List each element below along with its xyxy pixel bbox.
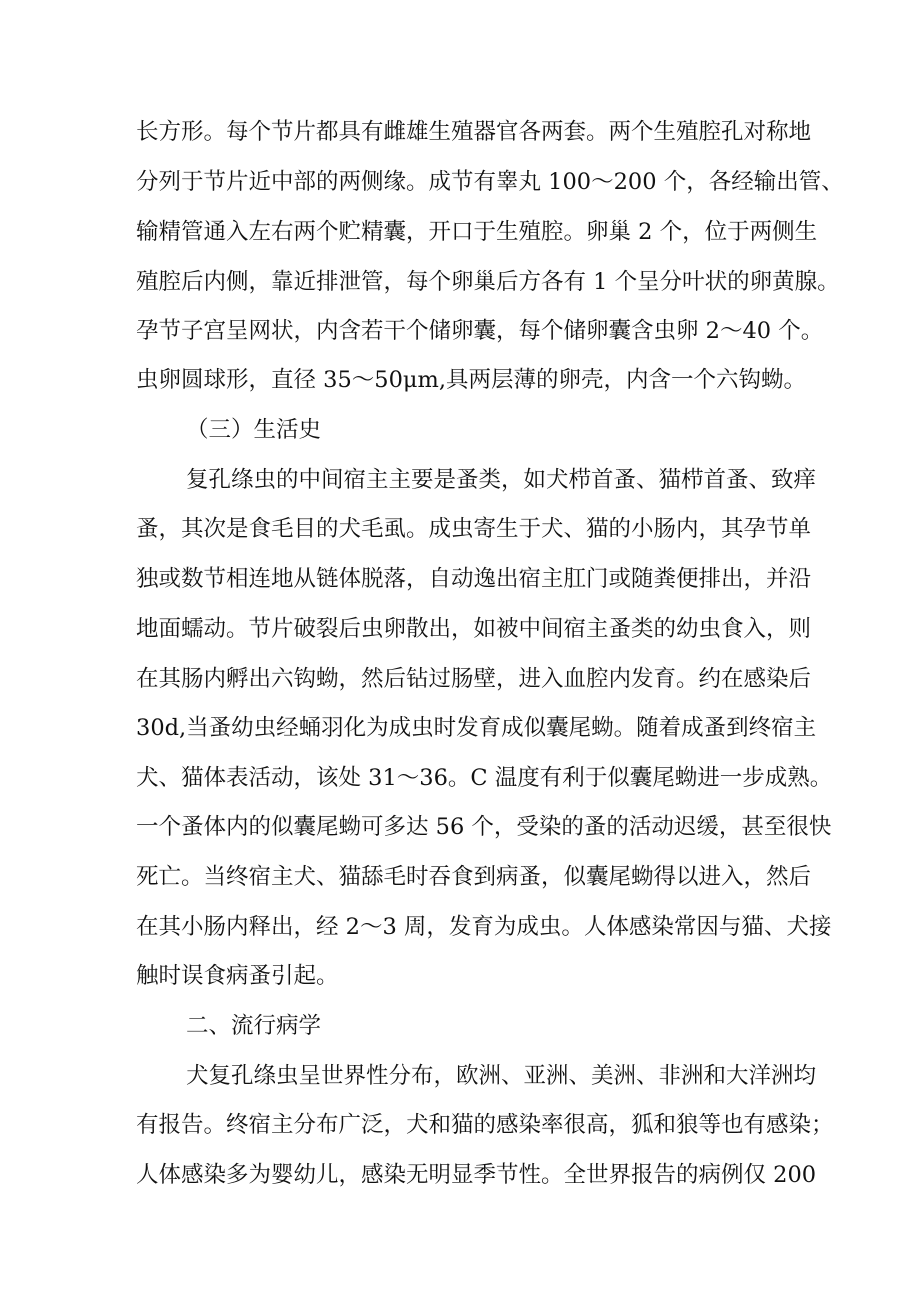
text-line: 长方形。每个节片都具有雌雄生殖器官各两套。两个生殖腔孔对称地 bbox=[136, 119, 812, 145]
text-line: 人体感染多为婴幼儿，感染无明显季节性。全世界报告的病例仅 200 bbox=[136, 1162, 817, 1188]
text-line: 分列于节片近中部的两侧缘。成节有睾丸 100～200 个，各经输出管、 bbox=[136, 169, 844, 195]
text-line: 死亡。当终宿主犬、猫舔毛时吞食到病蚤，似囊尾蚴得以进入，然后 bbox=[136, 864, 812, 890]
text-line: 地面蠕动。节片破裂后虫卵散出，如被中间宿主蚤类的幼虫食入，则 bbox=[136, 616, 812, 642]
text-line: 一个蚤体内的似囊尾蚴可多达 56 个，受染的蚤的活动迟缓，甚至很快 bbox=[136, 814, 832, 840]
text-line: 独或数节相连地从链体脱落，自动逸出宿主肛门或随粪便排出，并沿 bbox=[136, 566, 812, 592]
text-line: 犬复孔绦虫呈世界性分布，欧洲、亚洲、美洲、非洲和大洋洲均 bbox=[186, 1063, 817, 1089]
section-heading-epidemiology: 二、流行病学 bbox=[186, 1013, 322, 1039]
text-line: 在其小肠内释出，经 2～3 周，发育为成虫。人体感染常因与猫、犬接 bbox=[136, 914, 832, 940]
text-line: 孕节子宫呈网状，内含若干个储卵囊，每个储卵囊含虫卵 2～40 个。 bbox=[136, 318, 824, 344]
text-line: 有报告。终宿主分布广泛，犬和猫的感染率很高，狐和狼等也有感染； bbox=[136, 1112, 834, 1138]
text-line: 虫卵圆球形，直径 35～50μm,具两层薄的卵壳，内含一个六钩蚴。 bbox=[136, 367, 807, 393]
text-line: 复孔绦虫的中间宿主主要是蚤类，如犬栉首蚤、猫栉首蚤、致痒 bbox=[186, 467, 817, 493]
text-line: 殖腔后内侧，靠近排泄管，每个卵巢后方各有 1 个呈分叶状的卵黄腺。 bbox=[136, 269, 840, 295]
text-line: 蚤，其次是食毛目的犬毛虱。成虫寄生于犬、猫的小肠内，其孕节单 bbox=[136, 516, 812, 542]
text-line: 在其肠内孵出六钩蚴，然后钻过肠壁，进入血腔内发育。约在感染后 bbox=[136, 666, 812, 692]
section-heading-life-history: （三）生活史 bbox=[186, 417, 322, 443]
text-line: 犬、猫体表活动，该处 31～36。C 温度有利于似囊尾蚴进一步成熟。 bbox=[136, 765, 833, 791]
text-line: 输精管通入左右两个贮精囊，开口于生殖腔。卵巢 2 个，位于两侧生 bbox=[136, 219, 818, 245]
text-line: 触时误食病蚤引起。 bbox=[136, 963, 339, 989]
text-line: 30d,当蚤幼虫经蛹羽化为成虫时发育成似囊尾蚴。随着成蚤到终宿主 bbox=[136, 715, 817, 741]
